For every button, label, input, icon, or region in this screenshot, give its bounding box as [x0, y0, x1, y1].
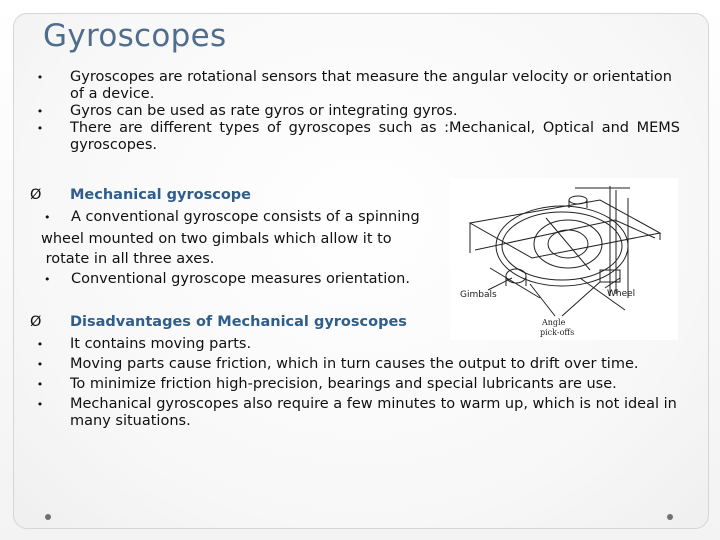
diagram-label-pickoffs: pick-offs	[540, 328, 575, 337]
intro-bullet-text: Gyros can be used as rate gyros or integrating gyros.	[70, 103, 458, 119]
intro-bullet-list	[30, 69, 680, 154]
mechanical-line-text: wheel mounted on two gimbals which allow it to	[41, 231, 392, 247]
mechanical-heading-text: Mechanical gyroscope	[70, 187, 252, 203]
disadvantage-item	[30, 396, 680, 430]
mechanical-heading	[30, 187, 251, 203]
mechanical-line-text: Conventional gyroscope measures orientation.	[71, 271, 410, 287]
bullet-icon: •	[36, 378, 44, 391]
bullet-icon: •	[36, 398, 44, 411]
disadvantages-heading-text: Disadvantages of Mechanical gyroscopes	[70, 314, 407, 330]
bullet-icon: •	[36, 71, 44, 84]
intro-bullet-item	[30, 103, 680, 120]
mechanical-line	[41, 271, 441, 288]
mechanical-line-text: rotate in all three axes.	[41, 251, 215, 267]
bullet-icon: •	[36, 122, 44, 135]
gyroscope-diagram-svg	[450, 178, 678, 340]
disadvantage-text: Moving parts cause friction, which in turn causes the output to drift over time.	[70, 356, 639, 372]
slide-title: Gyroscopes	[43, 18, 227, 54]
mechanical-paragraph	[41, 209, 441, 288]
intro-bullet-text: There are different types of gyroscopes such as :Mechanical, Optical and MEMS gyroscopes.	[70, 120, 680, 153]
bullet-icon: •	[36, 338, 44, 351]
diagram-label-gimbals: Gimbals	[460, 290, 497, 300]
disadvantage-text: It contains moving parts.	[70, 336, 252, 352]
bullet-icon: •	[36, 358, 44, 371]
intro-bullet-text: Gyroscopes are rotational sensors that measure the angular velocity or orientation of a device.	[70, 69, 672, 102]
bullet-icon: •	[44, 273, 51, 286]
mechanical-line	[41, 209, 441, 226]
bullet-icon: •	[36, 105, 44, 118]
mechanical-line-text: A conventional gyroscope consists of a spinning	[71, 209, 420, 225]
corner-dot-left	[45, 514, 51, 520]
disadvantage-item	[30, 376, 680, 393]
corner-dot-right	[667, 514, 673, 520]
gyroscope-diagram	[450, 178, 678, 340]
diagram-label-angle: Angle	[542, 318, 566, 327]
disadvantage-text: Mechanical gyroscopes also require a few minutes to warm up, which is not ideal in many situations.	[70, 396, 677, 429]
intro-bullet-item	[30, 120, 680, 154]
intro-bullet-item	[30, 69, 680, 103]
arrow-bullet-icon: Ø	[30, 314, 42, 330]
disadvantages-bullet-list	[30, 336, 680, 430]
disadvantage-item	[30, 336, 680, 353]
disadvantage-item	[30, 356, 680, 373]
diagram-label-wheel: Wheel	[607, 289, 636, 299]
arrow-bullet-icon: Ø	[30, 187, 42, 203]
bullet-icon: •	[44, 211, 51, 224]
disadvantage-text: To minimize friction high-precision, bearings and special lubricants are use.	[70, 376, 617, 392]
disadvantages-heading	[30, 314, 407, 330]
